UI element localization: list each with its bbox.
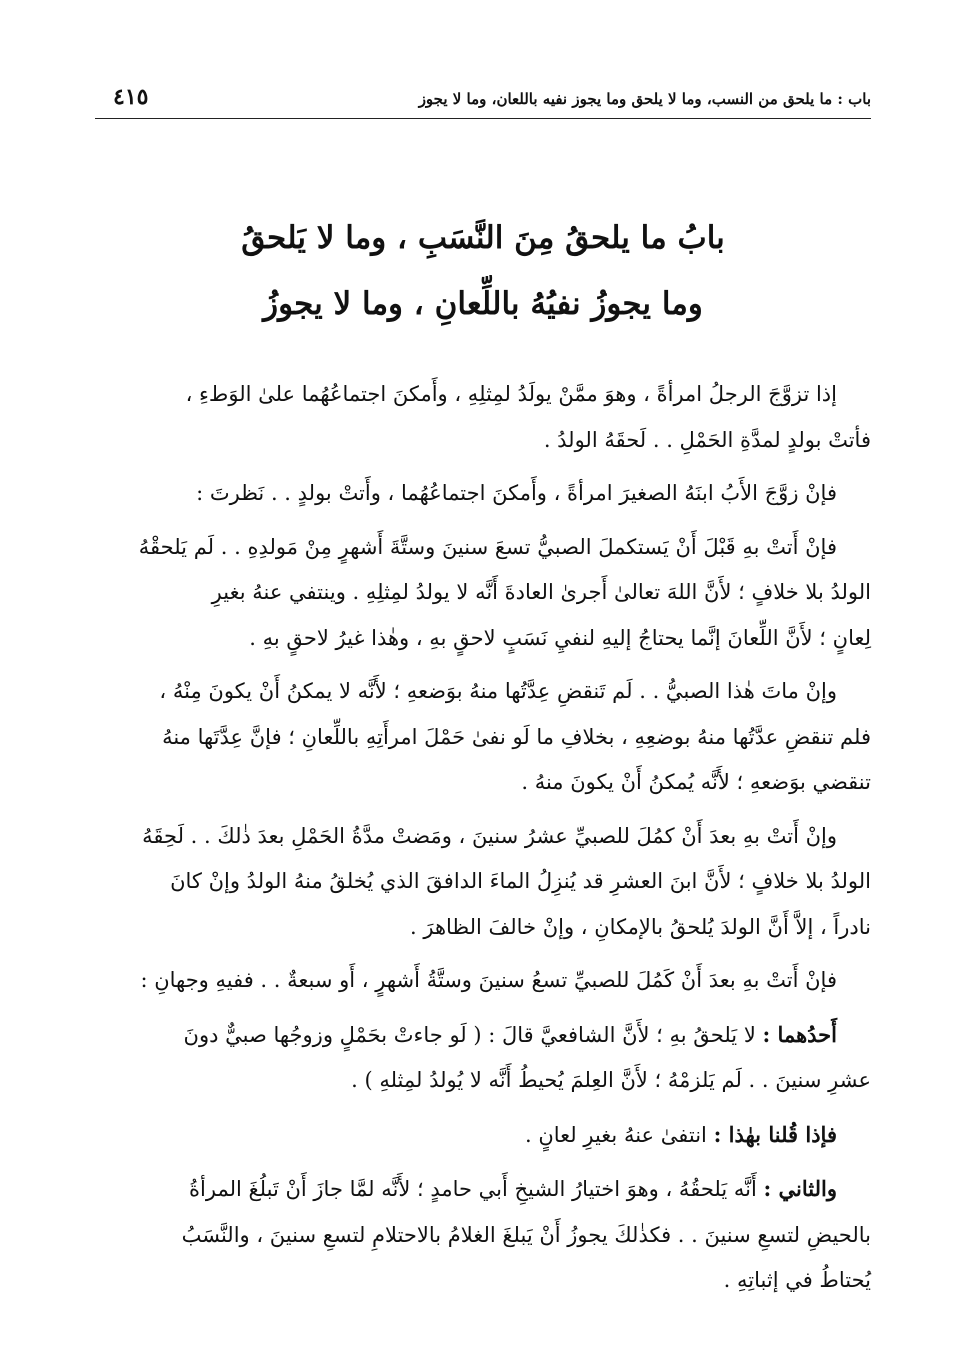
paragraph xyxy=(95,1112,871,1159)
paragraph xyxy=(95,814,871,951)
text-line: فإنْ أَتتْ بهِ قَبْلَ أَنْ يَستكملَ الصبيُّ تسعَ سنينَ وستَّةَ أَشهرٍ مِنْ مَولدِهِ . . لَم يَلحقْهُ xyxy=(138,534,837,559)
text-line xyxy=(95,1012,871,1059)
body-text xyxy=(95,372,871,1312)
paragraph-lead: فإذا قُلنا بهٰذا : xyxy=(713,1121,837,1147)
chapter-title xyxy=(120,205,846,337)
paragraph xyxy=(95,372,871,463)
paragraph xyxy=(95,525,871,662)
text-line: عشرِ سنينَ . . لَم يَلزمْهُ ؛ لأَنَّ العِلمَ يُحيطُ أَنَّه لا يُولدُ لمِثلهِ ) . xyxy=(351,1068,871,1092)
paragraph xyxy=(95,669,871,806)
text-run: أَنَّه يَلحقُهُ ، وهوَ اختيارُ الشيخِ أَبي حامدٍ ؛ لأَنَّه لمَّا جازَ أَنْ تَبلُغَ المرأةُ xyxy=(189,1177,764,1201)
text-line: لِعانٍ ؛ لأَنَّ اللِّعانَ إنَّما يحتاجُ إليهِ لنفيِ نَسَبٍ لاحقٍ بهِ ، وهٰذا غيرُ لاحقٍ بهِ . xyxy=(249,625,871,650)
text-line: وإنْ ماتَ هٰذا الصبيُّ . . لَم تَنقضِ عِدَّتُها منهُ بوَضعهِ ؛ لأَنَّه لا يمكنُ أَنْ يكونَ مِنْهُ ، xyxy=(159,679,837,703)
text-line: وإنْ أَتتْ بهِ بعدَ أَنْ كمُلَ للصبيِّ عشرُ سنينَ ، ومَضتْ مدَّةُ الحَمْلِ بعدَ ذٰلكَ . . لَحِقَهُ xyxy=(142,823,837,848)
chapter-title-line: وما يجوزُ نفيُهُ باللِّعانِ ، وما لا يجوزُ xyxy=(263,286,703,322)
text-line: فأتتْ بولدٍ لمدَّةِ الحَمْلِ . . لَحقَهُ الولدُ . xyxy=(543,427,871,452)
text-line: فإنْ زوَّجَ الأَبُ ابنَهُ الصغيرَ امرأةً ، وأَمكنَ اجتماعُهُما ، وأَتتْ بولدٍ . . نَظرتَ : xyxy=(196,481,837,505)
chapter-title-line: بابُ ما يلحقُ مِنَ النَّسَبِ ، وما لا يَلحقُ xyxy=(241,220,725,256)
text-line: بالحيضِ لتسعِ سنينَ . . فكذٰلكَ يجوزُ أَنْ يَبلغَ الغلامُ بالاحتلامِ لتسعِ سنينَ ، والنَّسَبُ xyxy=(181,1222,871,1247)
running-header-title: باب : ما يلحق من النسب، وما لا يلحق وما يجوز نفيه باللعان، وما لا يجوز xyxy=(418,90,871,108)
page-number: ٤١٥ xyxy=(113,84,149,110)
text-line: نادراً ، إلاَّ أَنَّ الولدَ يُلحقُ بالإمكانِ ، وإنْ خالفَ الظاهرَ . xyxy=(410,914,871,939)
text-line: الولدُ بلا خلافٍ ؛ لأَنَّ ابنَ العشرِ قد يُنزِلُ الماءَ الدافقَ الذي يُخلقُ منهُ الولدُ وإنْ كانَ xyxy=(170,869,871,893)
text-line: الولدُ بلا خلافٍ ؛ لأَنَّ اللهَ تعالىٰ أَجرىٰ العادةَ أَنَّه لا يولدُ لمِثلِهِ . وينتفي عنهُ بغيرِ xyxy=(211,580,871,604)
text-run: انتفىٰ عنهُ بغيرِ لعانٍ . xyxy=(525,1122,714,1147)
text-line: يُحتاطُ في إثباتِهِ . xyxy=(723,1268,871,1292)
paragraph-lead: أَحدُهما : xyxy=(762,1021,837,1047)
text-line: فإنْ أَتتْ بهِ بعدَ أَنْ كَمُلَ للصبيِّ تسعُ سنينَ وستَّةُ أَشهرٍ ، أَو سبعةٌ . . ففيهِ وجهانِ : xyxy=(140,968,837,992)
text-line: تنقضي بوَضعهِ ؛ لأَنَّه يُمكنُ أَنْ يكونَ منهُ . xyxy=(521,770,871,794)
paragraph xyxy=(95,1166,871,1304)
text-run: لا يَلحقُ بهِ ؛ لأَنَّ الشافعيَّ قالَ : ( لَو جاءتْ بحَمْلٍ وزوجُها صبيٌّ دونَ xyxy=(183,1022,763,1047)
text-line: إذا تزوَّجَ الرجلُ امرأةً ، وهوَ ممَّنْ يولَدُ لمِثلِهِ ، وأَمكنَ اجتماعُهُما علىٰ الوَطءِ ، xyxy=(185,382,837,406)
paragraph-lead: والثاني : xyxy=(763,1176,837,1201)
running-header xyxy=(95,78,871,119)
paragraph xyxy=(95,471,871,517)
paragraph xyxy=(95,1012,871,1104)
text-line: فلم تنقضِ عدَّتُها منهُ بوضعِهِ ، بخلافِ ما لَو نفىٰ حَمْلَ امرأَتِهِ باللِّعانِ ؛ فإنَّ عِدَّتَها منهُ xyxy=(162,724,871,749)
text-line xyxy=(95,1112,871,1159)
paragraph xyxy=(95,958,871,1004)
text-line xyxy=(95,1166,871,1213)
